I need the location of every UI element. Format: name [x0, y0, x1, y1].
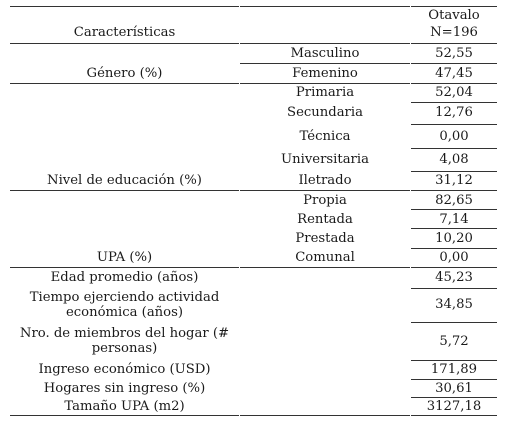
row-separator — [411, 397, 497, 398]
group-separator — [411, 83, 497, 84]
group-separator — [411, 267, 497, 268]
row-value: 12,76 — [435, 105, 473, 120]
row-value: 47,45 — [435, 66, 473, 81]
row-value-household-members: 5,72 — [439, 334, 469, 349]
row-separator — [411, 124, 497, 125]
header-bottom-border — [240, 43, 410, 44]
row-sub-label: Rentada — [297, 212, 353, 227]
table-bottom-border — [240, 415, 410, 416]
table-top-border — [240, 6, 410, 7]
row-value: 82,65 — [435, 193, 473, 208]
row-value: 7,14 — [439, 212, 469, 227]
row-sub-label: Primaria — [295, 85, 355, 100]
row-sub-label: Iletrado — [298, 173, 352, 188]
row-sub-label: Propia — [303, 193, 347, 208]
row-label-age: Edad promedio (años) — [50, 270, 199, 285]
row-separator — [411, 171, 497, 172]
group-separator — [10, 267, 239, 268]
row-separator — [411, 322, 497, 323]
header-bottom-border — [10, 43, 239, 44]
row-value: 0,00 — [439, 129, 469, 144]
row-sub-label: Femenino — [292, 66, 358, 81]
table-top-border — [411, 6, 497, 7]
row-sub-label: Secundaria — [287, 105, 363, 120]
header-location: Otavalo — [428, 8, 480, 23]
group-separator — [240, 83, 410, 84]
row-separator — [411, 209, 497, 210]
header-sample-size: N=196 — [430, 25, 478, 40]
group-separator — [240, 267, 410, 268]
row-value: 52,55 — [435, 46, 473, 61]
group-separator — [411, 190, 497, 191]
row-label-income: Ingreso económico (USD) — [38, 362, 211, 377]
group-separator — [10, 190, 239, 191]
row-label-upa-size: Tamaño UPA (m2) — [64, 399, 185, 414]
row-label-household-members: Nro. de miembros del hogar (# personas) — [19, 326, 230, 356]
row-separator — [411, 228, 497, 229]
row-value: 31,12 — [435, 173, 473, 188]
row-sub-label: Masculino — [290, 46, 360, 61]
row-separator — [411, 288, 497, 289]
row-separator — [411, 102, 497, 103]
row-separator — [411, 148, 497, 149]
header-bottom-border — [411, 43, 497, 44]
row-value-upa-size: 3127,18 — [426, 399, 482, 414]
group-label-upa: UPA (%) — [96, 250, 153, 265]
row-separator — [240, 63, 410, 64]
group-label-gender: Género (%) — [86, 66, 163, 81]
row-sub-label: Técnica — [299, 129, 351, 144]
row-sub-label: Comunal — [295, 250, 355, 265]
row-label-no-income-households: Hogares sin ingreso (%) — [43, 381, 206, 396]
row-value-activity-years: 34,85 — [435, 297, 473, 312]
row-value-no-income-households: 30,61 — [435, 381, 473, 396]
row-value: 4,08 — [439, 152, 469, 167]
row-separator — [411, 360, 497, 361]
row-value: 52,04 — [435, 85, 473, 100]
row-value: 0,00 — [439, 250, 469, 265]
row-sub-label: Universitaria — [281, 152, 369, 167]
row-separator — [411, 248, 497, 249]
row-value-income: 171,89 — [430, 362, 478, 377]
table-bottom-border — [10, 415, 239, 416]
table-bottom-border — [411, 415, 497, 416]
group-separator — [10, 83, 239, 84]
header-characteristics: Características — [73, 25, 176, 40]
group-label-education: Nivel de educación (%) — [47, 173, 202, 188]
row-separator — [411, 379, 497, 380]
table-top-border — [10, 6, 239, 7]
row-separator — [411, 63, 497, 64]
row-label-activity-years: Tiempo ejerciendo actividad económica (años) — [29, 290, 220, 320]
row-value: 10,20 — [435, 231, 473, 246]
row-sub-label: Prestada — [295, 231, 355, 246]
row-value-age: 45,23 — [435, 270, 473, 285]
group-separator — [240, 190, 410, 191]
